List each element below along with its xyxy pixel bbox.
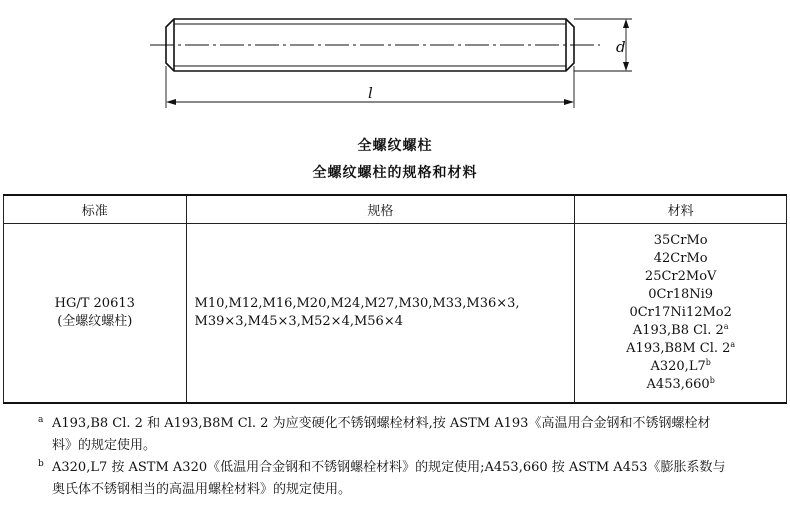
- material-item: 0Cr17Ni12Mo2: [629, 305, 732, 320]
- footnote-ref: a: [723, 322, 729, 331]
- material-item: 42CrMo: [653, 251, 708, 266]
- spec-line: M10,M12,M16,M20,M24,M27,M30,M33,M36×3,: [194, 296, 520, 311]
- footnote-ref: a: [730, 340, 736, 349]
- header-standard: 标准: [4, 195, 187, 224]
- material-item: A193,B8M Cl. 2$^a$: [626, 340, 736, 356]
- header-material: 材料: [575, 195, 787, 224]
- footnote-ref: b: [705, 358, 711, 367]
- footnote-ref: b: [709, 376, 715, 385]
- table-row: [4, 224, 787, 404]
- footnote-b: [0, 457, 790, 479]
- material-item: A453,660$^b$: [646, 376, 715, 392]
- figure-title: 全螺纹螺柱: [357, 138, 433, 154]
- material-item: 0Cr18Ni9: [648, 287, 714, 302]
- spec-table: [3, 194, 787, 404]
- footnote-mark: b: [38, 459, 44, 469]
- footnote-line: 奥氏体不锈钢相当的高温用螺栓材料》的规定使用。: [52, 482, 352, 497]
- footnote-line: 料》的规定使用。: [52, 438, 157, 453]
- material-item: 35CrMo: [653, 233, 708, 248]
- material-cell: [575, 224, 787, 404]
- stud-drawing: [0, 0, 790, 120]
- spec-cell: [186, 224, 575, 404]
- footnote-b-cont: [0, 479, 790, 501]
- diameter-label: d: [616, 38, 626, 56]
- standard-code: HG/T 20613: [54, 296, 135, 311]
- material-item: A193,B8 Cl. 2$^a$: [632, 322, 729, 338]
- footnote-line: A320,L7 按 ASTM A320《低温用合金钢和不锈钢螺栓材料》的规定使用;A453,660 按 ASTM A453《膨胀系数与: [52, 460, 726, 475]
- material-item: A320,L7$^b$: [650, 358, 711, 374]
- header-spec: 规格: [186, 195, 575, 224]
- spec-line: M39×3,M45×3,M52×4,M56×4: [194, 314, 403, 329]
- table-title: 全螺纹螺柱的规格和材料: [312, 165, 478, 181]
- footnote-mark: a: [38, 415, 44, 425]
- standard-name: (全螺纹螺柱): [57, 314, 133, 329]
- footnote-a: [0, 413, 790, 435]
- footnotes: [0, 413, 790, 501]
- material-item: 25Cr2MoV: [644, 269, 717, 284]
- footnote-a-cont: [0, 435, 790, 457]
- table-header-row: [4, 195, 787, 224]
- footnote-line: A193,B8 Cl. 2 和 A193,B8M Cl. 2 为应变硬化不锈钢螺栓材料,按 ASTM A193《高温用合金钢和不锈钢螺栓材: [52, 416, 711, 431]
- length-label: l: [368, 84, 373, 102]
- standard-cell: [4, 224, 187, 404]
